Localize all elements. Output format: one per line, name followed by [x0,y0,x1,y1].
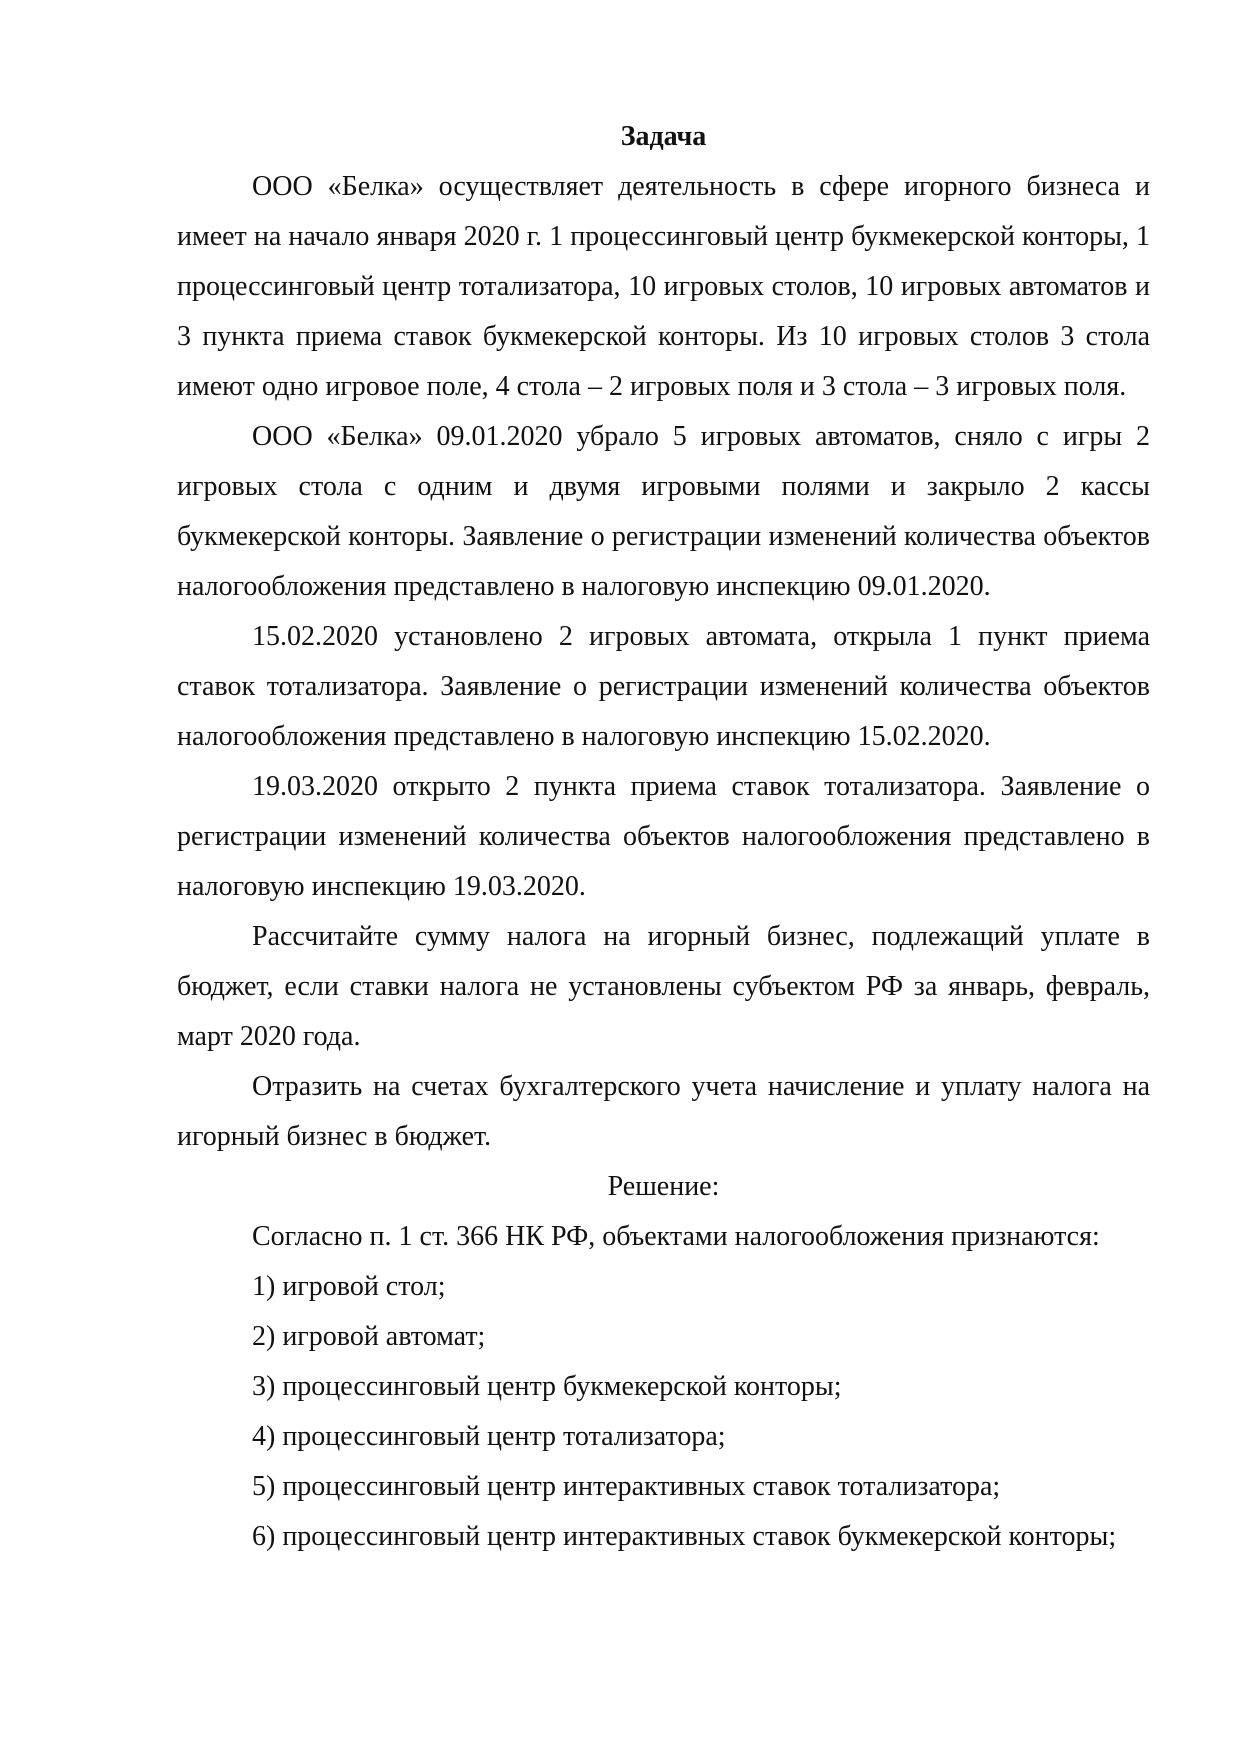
list-item: 1) игровой стол; [252,1271,446,1302]
task-paragraph-5: Рассчитайте сумму налога на игорный бизнес, подлежащий уплате в бюджет, если ставки налога не установлены субъектом РФ за январь, февраль, март 2020 года. [177,921,1150,1052]
document-page [177,112,1150,1562]
task-paragraph-3: 15.02.2020 установлено 2 игровых автомата, открыла 1 пункт приема ставок тотализатора. Заявление о регистрации изменений количества объектов налогообложения представлено в налоговую инспекцию 15.02.2020. [177,621,1150,752]
solution-intro: Согласно п. 1 ст. 366 НК РФ, объектами налогообложения признаются: [252,1221,1100,1252]
task-paragraph-6: Отразить на счетах бухгалтерского учета начисление и уплату налога на игорный бизнес в бюджет. [177,1071,1150,1152]
list-item: 3) процессинговый центр букмекерской конторы; [252,1371,842,1402]
document-title: Задача [620,121,707,152]
task-paragraph-4: 19.03.2020 открыто 2 пункта приема ставок тотализатора. Заявление о регистрации изменений количества объектов налогообложения представлено в налоговую инспекцию 19.03.2020. [177,771,1150,902]
list-item: 4) процессинговый центр тотализатора; [252,1421,726,1452]
list-item: 5) процессинговый центр интерактивных ставок тотализатора; [252,1471,1001,1502]
task-paragraph-1: ООО «Белка» осуществляет деятельность в сфере игорного бизнеса и имеет на начало января 2020 г. 1 процессинговый центр букмекерской конторы, 1 процессинговый центр тотализатора, 10 игровых столов, 10 игровых автоматов и 3 пункта приема ставок букмекерской конторы. Из 10 игровых столов 3 стола имеют одно игровое поле, 4 стола – 2 игровых поля и 3 стола – 3 игровых поля. [177,171,1150,402]
tax-objects-list [177,1262,1150,1562]
solution-heading: Решение: [607,1171,720,1202]
task-paragraph-2: ООО «Белка» 09.01.2020 убрало 5 игровых автоматов, сняло с игры 2 игровых стола с одним и двумя игровыми полями и закрыло 2 кассы букмекерской конторы. Заявление о регистрации изменений количества объектов налогообложения представлено в налоговую инспекцию 09.01.2020. [177,421,1150,602]
list-item: 2) игровой автомат; [252,1321,486,1352]
list-item: 6) процессинговый центр интерактивных ставок букмекерской конторы; [252,1521,1117,1552]
